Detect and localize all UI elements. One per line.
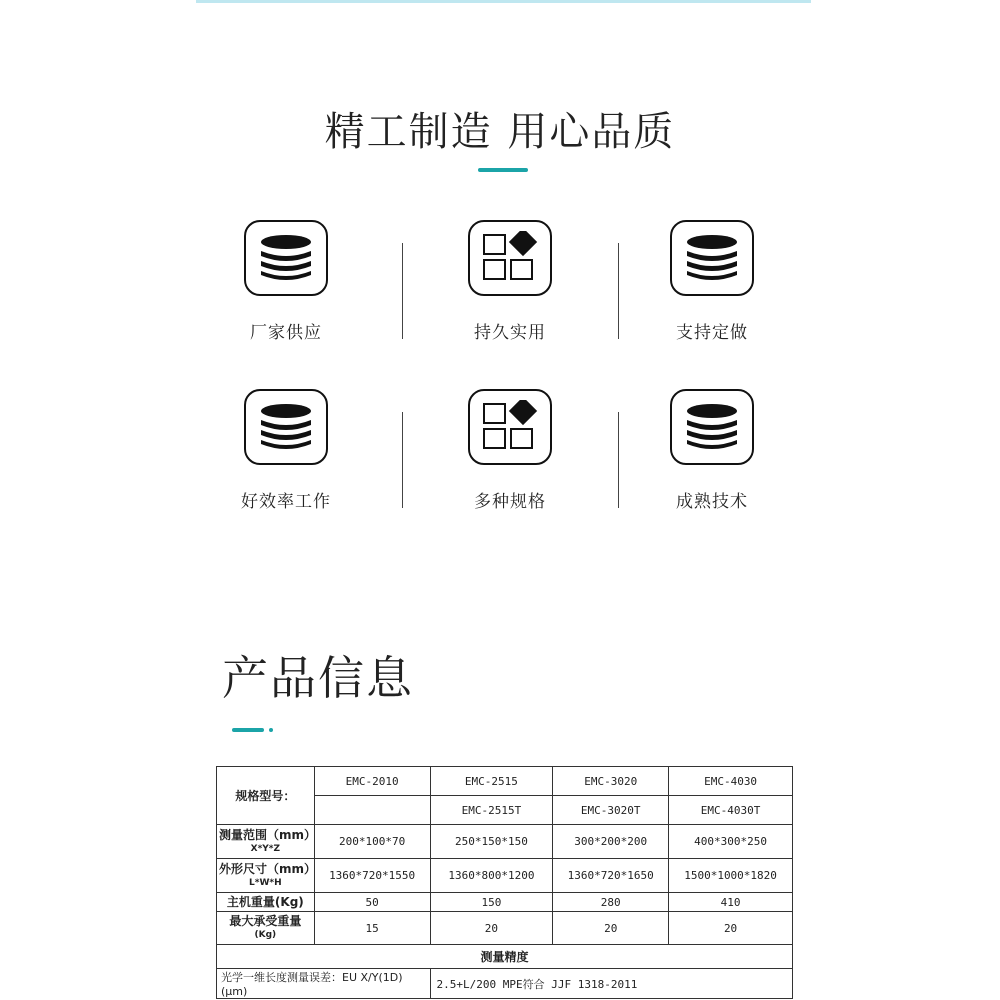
model-label: 规格型号： (217, 767, 315, 825)
table-cell: 20 (430, 912, 553, 945)
table-cell: 280 (553, 893, 669, 912)
page-title: 精工制造 用心品质 (324, 109, 676, 155)
table-cell: EMC-3020 (553, 767, 669, 796)
table-cell: 410 (669, 893, 793, 912)
feature-label: 厂家供应 (250, 323, 322, 343)
accuracy-header: 测量精度 (217, 945, 793, 969)
table-cell: 20 (669, 912, 793, 945)
grid-diamond-icon (468, 220, 552, 296)
table-cell: 20 (553, 912, 669, 945)
divider (618, 243, 619, 339)
feature-label: 好效率工作 (241, 492, 331, 512)
table-cell: EMC-2010 (314, 767, 430, 796)
stack-icon (670, 389, 754, 465)
feature-label: 成熟技术 (676, 492, 748, 512)
table-cell: EMC-2515 (430, 767, 553, 796)
table-cell: 1360*720*1550 (314, 859, 430, 893)
table-cell: 1360*800*1200 (430, 859, 553, 893)
table-cell: 150 (430, 893, 553, 912)
spec-table (216, 766, 793, 999)
feature-item (206, 220, 366, 343)
table-cell: EMC-4030T (669, 796, 793, 825)
feature-item (632, 389, 792, 512)
feature-item (206, 389, 366, 512)
feature-item (632, 220, 792, 343)
feature-item (430, 389, 590, 512)
table-cell: 50 (314, 893, 430, 912)
stack-icon (670, 220, 754, 296)
table-cell: 15 (314, 912, 430, 945)
grid-diamond-icon (468, 389, 552, 465)
table-cell (314, 796, 430, 825)
table-cell: 1360*720*1650 (553, 859, 669, 893)
row-label: 外形尺寸（mm） L*W*H (217, 859, 315, 893)
table-cell: 300*200*200 (553, 825, 669, 859)
table-cell: EMC-2515T (430, 796, 553, 825)
stack-icon (244, 220, 328, 296)
stack-icon (244, 389, 328, 465)
title-underline (478, 168, 528, 172)
feature-label: 持久实用 (474, 323, 546, 343)
accuracy-label: 光学一维长度测量误差：EU X/Y(1D)(μm) (217, 969, 431, 999)
table-cell: EMC-4030 (669, 767, 793, 796)
row-label: 测量范围（mm） X*Y*Z (217, 825, 315, 859)
feature-label: 多种规格 (474, 492, 546, 512)
table-cell: 400*300*250 (669, 825, 793, 859)
table-cell: 1500*1000*1820 (669, 859, 793, 893)
section-underline-dot (269, 728, 273, 732)
top-accent-bar (196, 0, 811, 3)
divider (402, 412, 403, 508)
table-cell: EMC-3020T (553, 796, 669, 825)
section-underline (232, 728, 264, 732)
divider (402, 243, 403, 339)
accuracy-value: 2.5+L/200 MPE符合 JJF 1318-2011 (430, 969, 792, 999)
row-label: 主机重量(Kg) (217, 893, 315, 912)
feature-item (430, 220, 590, 343)
table-cell: 200*100*70 (314, 825, 430, 859)
feature-label: 支持定做 (676, 323, 748, 343)
table-cell: 250*150*150 (430, 825, 553, 859)
row-label: 最大承受重量 (Kg) (217, 912, 315, 945)
section-title-product-info: 产品信息 (222, 651, 414, 705)
divider (618, 412, 619, 508)
